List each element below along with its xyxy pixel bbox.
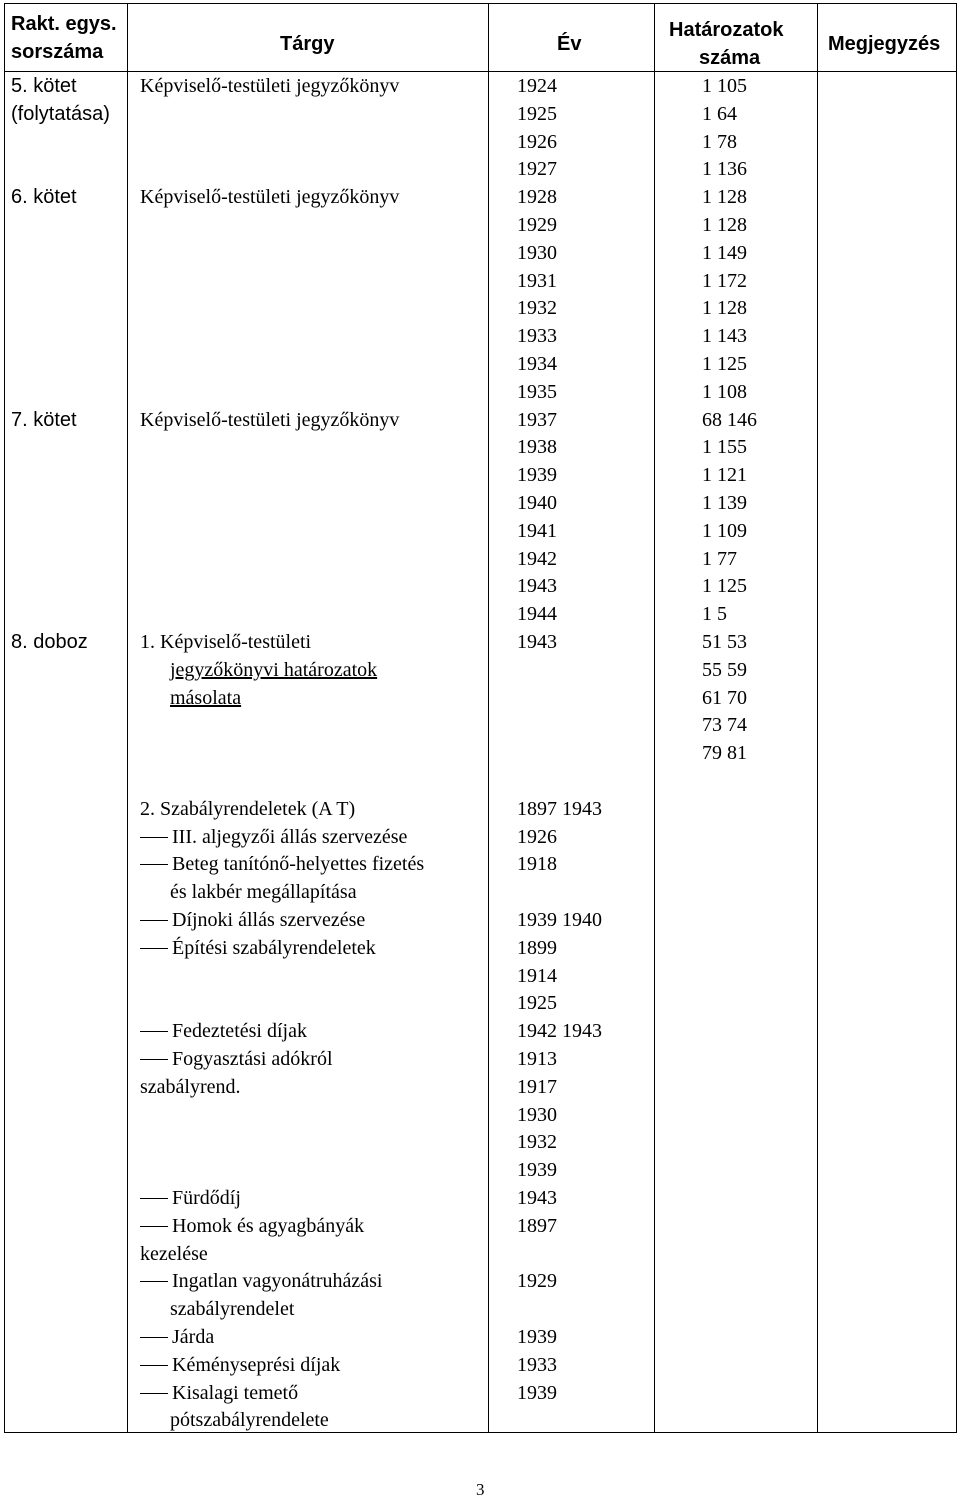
subject-entry-text: Homok és agyagbányák: [172, 1215, 365, 1237]
year: 1928: [517, 186, 557, 208]
year: 1943: [517, 631, 557, 653]
resolution-range: 1 155: [702, 436, 747, 458]
resolution-range: 1 136: [702, 158, 747, 180]
header-notes: Megjegyzés: [828, 33, 941, 55]
year: 1913: [517, 1048, 557, 1070]
year: 1933: [517, 1354, 557, 1376]
resolution-range: 1 77: [702, 548, 737, 570]
resolution-range: 1 143: [702, 325, 747, 347]
year: 1924: [517, 75, 557, 97]
resolution-range: 1 78: [702, 131, 737, 153]
dash-mark: [140, 837, 168, 838]
resolution-range: 68 146: [702, 409, 757, 431]
unit-id-continued: (folytatása): [11, 103, 110, 125]
dash-mark: [140, 1226, 168, 1227]
resolution-range: 1 149: [702, 242, 747, 264]
year: 1927: [517, 158, 557, 180]
resolution-range: 1 109: [702, 520, 747, 542]
dash-mark: [140, 1365, 168, 1366]
year: 1917: [517, 1076, 557, 1098]
year: 1931: [517, 270, 557, 292]
dash-mark: [140, 920, 168, 921]
subject-entry: [140, 1212, 364, 1240]
subject-entry-text: Kisalagi temető: [172, 1382, 299, 1404]
item-title: másolata: [170, 687, 242, 709]
subject-entry: [140, 906, 365, 934]
subject-entry-text: Fedeztetési díjak: [172, 1020, 307, 1042]
page-number: 3: [476, 1480, 485, 1499]
resolution-range: 79 81: [702, 742, 747, 764]
year: 1933: [517, 325, 557, 347]
item-title: 2. Szabályrendeletek (A T): [140, 798, 356, 820]
subject-entry: szabályrendelet: [170, 1298, 295, 1320]
year: 1897: [517, 1215, 557, 1237]
year: 1934: [517, 353, 557, 375]
year: 1939: [517, 1326, 557, 1348]
subject-entry-text: Fürdődíj: [172, 1187, 241, 1209]
year: 1925: [517, 992, 557, 1014]
subject-entry-text: Ingatlan vagyonátruházási: [172, 1270, 383, 1292]
subject-entry: szabályrend.: [140, 1076, 241, 1098]
item-title: 1. Képviselő-testületi: [140, 631, 312, 653]
year: 1938: [517, 436, 557, 458]
subject-entry: [140, 934, 376, 962]
year: 1918: [517, 853, 557, 875]
subject-entry: és lakbér megállapítása: [170, 881, 357, 903]
header-subject: Tárgy: [280, 33, 335, 55]
year: 1943: [517, 575, 557, 597]
year: 1930: [517, 242, 557, 264]
dash-mark: [140, 1198, 168, 1199]
year: 1940: [517, 492, 557, 514]
year: 1941: [517, 520, 557, 542]
resolution-range: 1 5: [702, 603, 727, 625]
year: 1935: [517, 381, 557, 403]
subject-entry: [140, 1323, 214, 1351]
resolution-range: 1 121: [702, 464, 747, 486]
header-unit-line1: Rakt. egys.: [11, 13, 117, 35]
year: 1939 1940: [517, 909, 602, 931]
subject-entry-text: Kéményseprési díjak: [172, 1354, 341, 1376]
resolution-range: 51 53: [702, 631, 747, 653]
subject-entry: [140, 1045, 333, 1073]
resolution-range: 1 139: [702, 492, 747, 514]
column-divider: [817, 3, 818, 1433]
subject-entry: [140, 850, 424, 878]
resolution-range: 73 74: [702, 714, 747, 736]
unit-id: 7. kötet: [11, 409, 77, 431]
subject-entry: [140, 1379, 298, 1407]
header-resolutions-line2: száma: [699, 47, 761, 69]
dash-mark: [140, 1281, 168, 1282]
year: 1942 1943: [517, 1020, 602, 1042]
resolution-range: 1 128: [702, 297, 747, 319]
subject: Képviselő-testületi jegyzőkönyv: [140, 409, 400, 431]
year: 1939: [517, 1382, 557, 1404]
unit-id: 8. doboz: [11, 631, 88, 653]
subject-entry: kezelése: [140, 1243, 208, 1265]
subject-entry-text: Díjnoki állás szervezése: [172, 909, 366, 931]
resolution-range: 1 105: [702, 75, 747, 97]
resolution-range: 61 70: [702, 687, 747, 709]
subject: Képviselő-testületi jegyzőkönyv: [140, 186, 400, 208]
resolution-range: 55 59: [702, 659, 747, 681]
subject-entry-text: Építési szabályrendeletek: [172, 937, 376, 959]
subject-entry-text: Beteg tanítónő-helyettes fizetés: [172, 853, 425, 875]
column-divider: [127, 3, 128, 1433]
column-divider: [654, 3, 655, 1433]
subject-entry: [140, 1017, 307, 1045]
subject-entry-text: III. aljegyzői állás szervezése: [172, 826, 408, 848]
dash-mark: [140, 1337, 168, 1338]
resolution-range: 1 128: [702, 214, 747, 236]
year: 1929: [517, 1270, 557, 1292]
year: 1926: [517, 826, 557, 848]
year: 1926: [517, 131, 557, 153]
resolution-range: 1 128: [702, 186, 747, 208]
dash-mark: [140, 1031, 168, 1032]
header-year: Év: [557, 33, 582, 55]
subject-entry: [140, 823, 407, 851]
subject-entry: [140, 1351, 340, 1379]
dash-mark: [140, 948, 168, 949]
resolution-range: 1 64: [702, 103, 737, 125]
year: 1899: [517, 937, 557, 959]
header-resolutions-line1: Határozatok: [669, 19, 784, 41]
year: 1929: [517, 214, 557, 236]
resolution-range: 1 125: [702, 353, 747, 375]
subject-entry: [140, 1267, 382, 1295]
year: 1932: [517, 297, 557, 319]
year: 1937: [517, 409, 557, 431]
column-divider: [488, 3, 489, 1433]
subject-entry: pótszabályrendelete: [170, 1409, 329, 1431]
year: 1925: [517, 103, 557, 125]
subject-entry: [140, 1184, 241, 1212]
item-title: jegyzőkönyvi határozatok: [170, 659, 378, 681]
subject-entry-text: Járda: [172, 1326, 215, 1348]
header-unit-line2: sorszáma: [11, 41, 104, 63]
unit-id: 6. kötet: [11, 186, 77, 208]
year-range: 1897 1943: [517, 798, 602, 820]
subject: Képviselő-testületi jegyzőkönyv: [140, 75, 400, 97]
resolution-range: 1 125: [702, 575, 747, 597]
subject-entry-text: Fogyasztási adókról: [172, 1048, 333, 1070]
resolution-range: 1 108: [702, 381, 747, 403]
resolution-range: 1 172: [702, 270, 747, 292]
year: 1944: [517, 603, 557, 625]
year: 1943: [517, 1187, 557, 1209]
year: 1914: [517, 965, 557, 987]
dash-mark: [140, 1059, 168, 1060]
year: 1939: [517, 1159, 557, 1181]
year: 1942: [517, 548, 557, 570]
year: 1939: [517, 464, 557, 486]
unit-id: 5. kötet: [11, 75, 77, 97]
dash-mark: [140, 1393, 168, 1394]
year: 1932: [517, 1131, 557, 1153]
year: 1930: [517, 1104, 557, 1126]
dash-mark: [140, 864, 168, 865]
